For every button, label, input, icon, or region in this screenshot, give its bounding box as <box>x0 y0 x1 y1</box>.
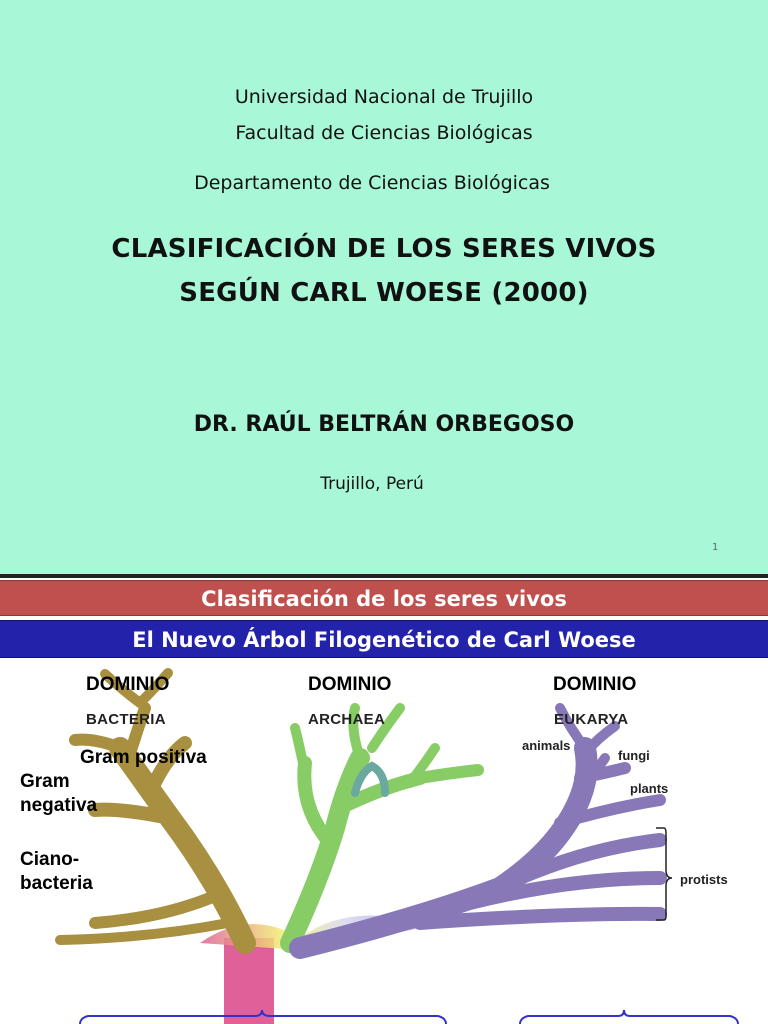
domain-name-archaea: ARCHAEA <box>308 711 386 728</box>
domain-name-bacteria: BACTERIA <box>86 711 166 728</box>
slide-subtitle: El Nuevo Árbol Filogenético de Carl Woese <box>0 620 768 658</box>
label-gram-negative-line-2: negativa <box>20 795 98 816</box>
section-header: Clasificación de los seres vivos <box>0 580 768 616</box>
phylogenetic-tree-diagram <box>0 578 768 1024</box>
domain-name-eukarya: EUKARYA <box>554 711 629 728</box>
location: Trujillo, Perú <box>320 474 424 494</box>
label-plants: plants <box>630 781 669 796</box>
tree-slide <box>0 578 768 1024</box>
domain-label-archaea: DOMINIO <box>308 674 392 695</box>
label-cyanobacteria-line-1: Ciano- <box>20 849 80 870</box>
domain-label-eukarya: DOMINIO <box>553 674 637 695</box>
slide-title-line-2: SEGÚN CARL WOESE (2000) <box>179 278 589 308</box>
slide-title-line-1: CLASIFICACIÓN DE LOS SERES VIVOS <box>111 234 657 264</box>
eukaryote-brace <box>520 1010 738 1024</box>
label-animals: animals <box>522 738 571 753</box>
domain-label-bacteria: DOMINIO <box>86 674 170 695</box>
label-protists: protists <box>680 872 728 887</box>
faculty-name: Facultad de Ciencias Biológicas <box>235 122 533 144</box>
page-number: 1 <box>712 542 719 553</box>
label-fungi: fungi <box>618 748 650 763</box>
author-name: DR. RAÚL BELTRÁN ORBEGOSO <box>193 412 575 437</box>
label-gram-positive: Gram positiva <box>80 747 207 768</box>
label-gram-negative-line-1: Gram <box>20 771 70 792</box>
department-name: Departamento de Ciencias Biológicas <box>194 172 550 194</box>
label-cyanobacteria-line-2: bacteria <box>20 873 93 894</box>
university-name: Universidad Nacional de Trujillo <box>234 86 534 108</box>
